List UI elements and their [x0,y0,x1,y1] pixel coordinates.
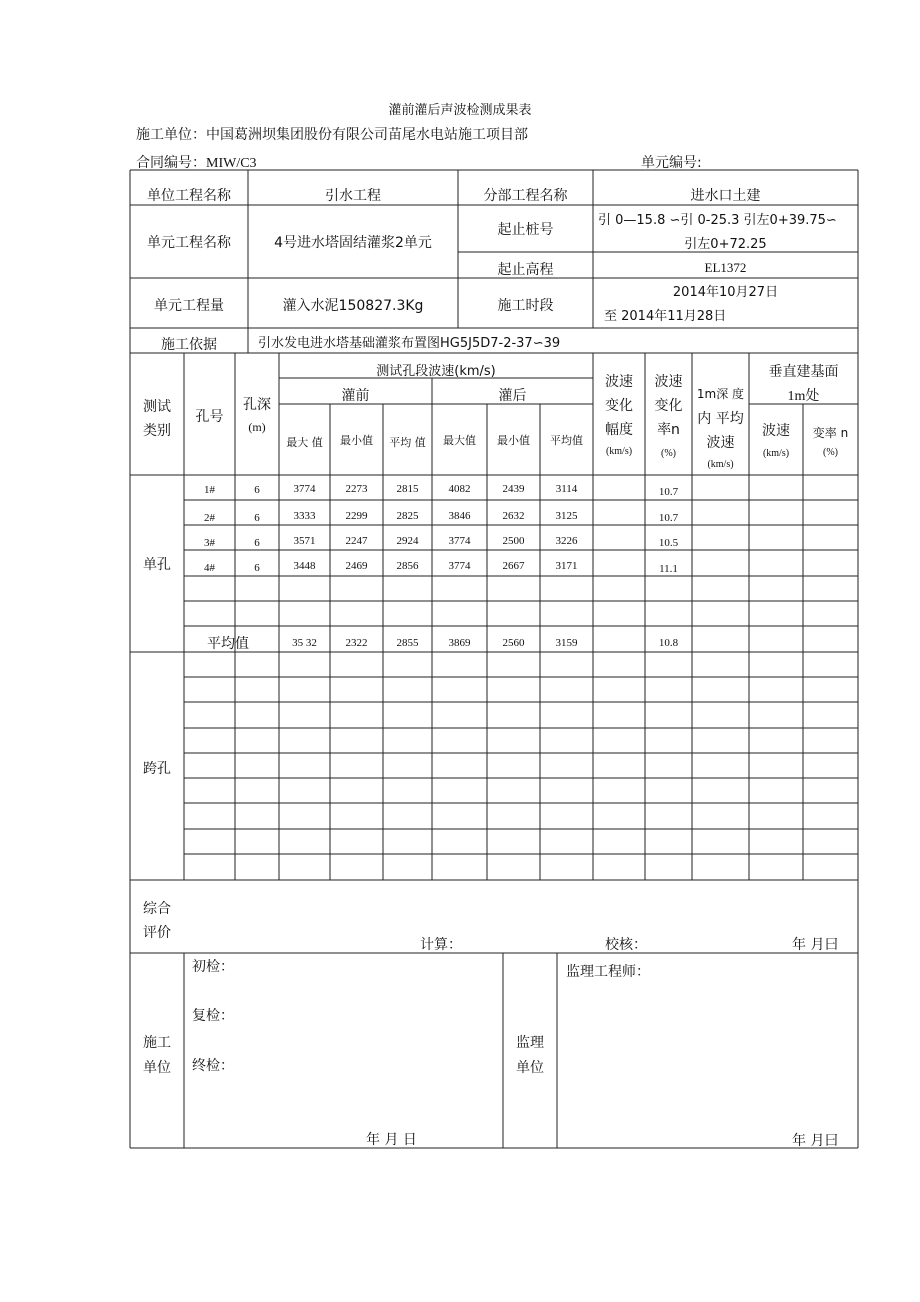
avg-after-max: 3869 [448,637,471,649]
hole-no: 4# [204,562,215,574]
station-label: 起止桩号 [497,222,554,238]
station-value-line2: 引左0+72.25 [684,237,767,252]
unit-project-label: 单位工程名称 [147,188,231,204]
cross-hole-label: 跨孔 [143,761,171,777]
test-type-line1: 测试 [143,399,171,415]
after-min: 2439 [502,483,525,495]
after-avg: 3125 [555,510,578,522]
period-label: 施工时段 [497,298,554,314]
basis-label: 施工依据 [161,337,217,353]
after-min-header: 最小值 [497,434,530,447]
quantity-label: 单元工程量 [154,298,224,314]
evaluation-label-line1: 综合 [143,901,171,917]
hole-depth: 6 [254,512,260,524]
after-max: 3774 [448,535,471,547]
calculated-by-label: 计算： [420,937,462,953]
after-max: 3846 [448,510,471,522]
before-min: 2273 [345,483,368,495]
contract-number-label: 合同编号： [136,155,206,171]
change-rate-header-4: (%) [661,448,676,459]
sub-project-label: 分部工程名称 [483,188,568,204]
after-avg: 3114 [555,483,578,495]
change-rate: 11.1 [659,563,678,575]
construction-unit-label-1: 施工 [143,1035,171,1051]
evaluation-label-line2: 评价 [143,925,171,941]
before-avg-header: 平均 值 [389,436,426,449]
before-min-header: 最小值 [340,434,373,447]
basis-value: 引水发电进水塔基础灌浆布置图HG5J5D7-2-37∽39 [258,336,561,351]
vertical-speed-header-1: 波速 [762,423,790,439]
avg-after-avg: 3159 [555,637,578,649]
depth-avg-header-2: 内 平均 [697,411,744,427]
hole-no: 3# [204,537,215,549]
period-end: 至 2014年11月28日 [604,309,727,324]
change-rate: 10.7 [658,486,679,498]
contract-number: MIW/C3 [206,156,257,171]
before-min: 2299 [345,510,368,522]
hole-depth: 6 [254,484,260,496]
second-check-label: 复检： [192,1008,234,1024]
before-avg: 2856 [396,560,419,572]
document-title: 灌前灌后声波检测成果表 [388,103,532,118]
supervision-date: 年 月曰 [792,1133,839,1149]
hole-depth-header-line2: (m) [248,420,266,434]
after-min: 2667 [502,560,525,572]
after-max: 3774 [448,560,471,572]
hole-depth: 6 [254,562,260,574]
hole-depth: 6 [254,537,260,549]
before-max: 3448 [293,560,316,572]
construction-unit-label-2: 单位 [143,1060,171,1076]
avg-before-min: 2322 [345,637,368,649]
vertical-speed-header-2: (km/s) [762,448,790,459]
before-max: 3333 [293,510,316,522]
after-max-header: 最大值 [443,434,476,447]
supervisor-label: 监理工程师： [566,964,650,980]
change-rate-header-1: 波速 [654,374,683,390]
element-project-label: 单元工程名称 [147,235,231,251]
after-grouting-header: 灌后 [498,388,527,404]
before-grouting-header: 灌前 [341,388,370,404]
quantity-value: 灌入水泥150827.3Kg [282,298,424,314]
before-max: 3774 [293,483,316,495]
change-amp-header-2: 变化 [605,398,633,414]
wave-speed-group-header: 测试孔段波速(km/s) [376,364,496,379]
avg-change-rate: 10.8 [658,637,679,649]
hole-no: 1# [204,484,215,496]
hole-no-header: 孔号 [195,409,224,425]
vertical-rate-header-1: 变率 n [812,426,849,440]
first-check-label: 初检： [192,959,234,975]
checked-by-label: 校核： [605,937,647,953]
change-amp-header-3: 幅度 [605,422,633,438]
before-avg: 2924 [396,535,419,547]
test-type-line2: 类别 [143,423,171,439]
construction-date: 年 月 日 [366,1132,417,1148]
avg-before-max: 35 32 [292,637,317,649]
single-hole-label: 单孔 [143,557,171,573]
period-start: 2014年10月27日 [672,285,779,300]
before-avg: 2825 [396,510,419,522]
after-max: 4082 [448,483,471,495]
construction-unit-line: 施工单位：中国葛洲坝集团股份有限公司苗尾水电站施工项目部 [136,127,528,143]
after-avg: 3226 [555,535,578,547]
sub-project-value: 进水口土建 [690,188,761,204]
change-rate-header-3: 率n [657,422,680,438]
evaluation-date: 年 月曰 [792,937,839,953]
change-rate: 10.5 [658,537,679,549]
elevation-value: EL1372 [704,260,747,275]
final-check-label: 终检： [192,1058,234,1074]
before-max: 3571 [293,535,316,547]
unit-number-label: 单元编号: [641,155,702,171]
before-min: 2247 [345,535,368,547]
after-avg: 3171 [555,560,578,572]
hole-depth-header-line1: 孔深 [243,397,271,413]
vertical-rate-header-2: (%) [823,447,838,458]
unit-project-value: 引水工程 [325,188,381,204]
hole-no: 2# [204,512,215,524]
change-rate: 10.7 [658,512,679,524]
change-amp-header-4: (km/s) [605,446,633,457]
before-min: 2469 [345,560,368,572]
average-label: 平均值 [207,636,249,652]
supervision-unit-label-2: 单位 [516,1060,544,1076]
after-min: 2500 [502,535,525,547]
avg-before-avg: 2855 [396,637,419,649]
before-max-header: 最大 值 [286,436,323,449]
depth-avg-header-1: 1m深 度 [696,387,745,401]
after-min: 2632 [502,510,525,522]
vertical-header-2: 1m处 [787,389,820,404]
element-project-value: 4号进水塔固结灌浆2单元 [274,235,432,251]
depth-avg-header-3: 波速 [706,435,735,451]
depth-avg-header-4: (km/s) [707,459,734,470]
after-avg-header: 平均值 [550,434,583,447]
supervision-unit-label-1: 监理 [516,1035,544,1051]
before-avg: 2815 [396,483,419,495]
change-rate-header-2: 变化 [654,398,683,414]
avg-after-min: 2560 [502,637,525,649]
elevation-label: 起止高程 [497,262,554,278]
vertical-header-1: 垂直建基面 [768,364,839,380]
station-value-line1: 引 0—15.8 ∽引 0-25.3 引左0+39.75∽ [598,213,837,228]
change-amp-header-1: 波速 [605,374,633,390]
